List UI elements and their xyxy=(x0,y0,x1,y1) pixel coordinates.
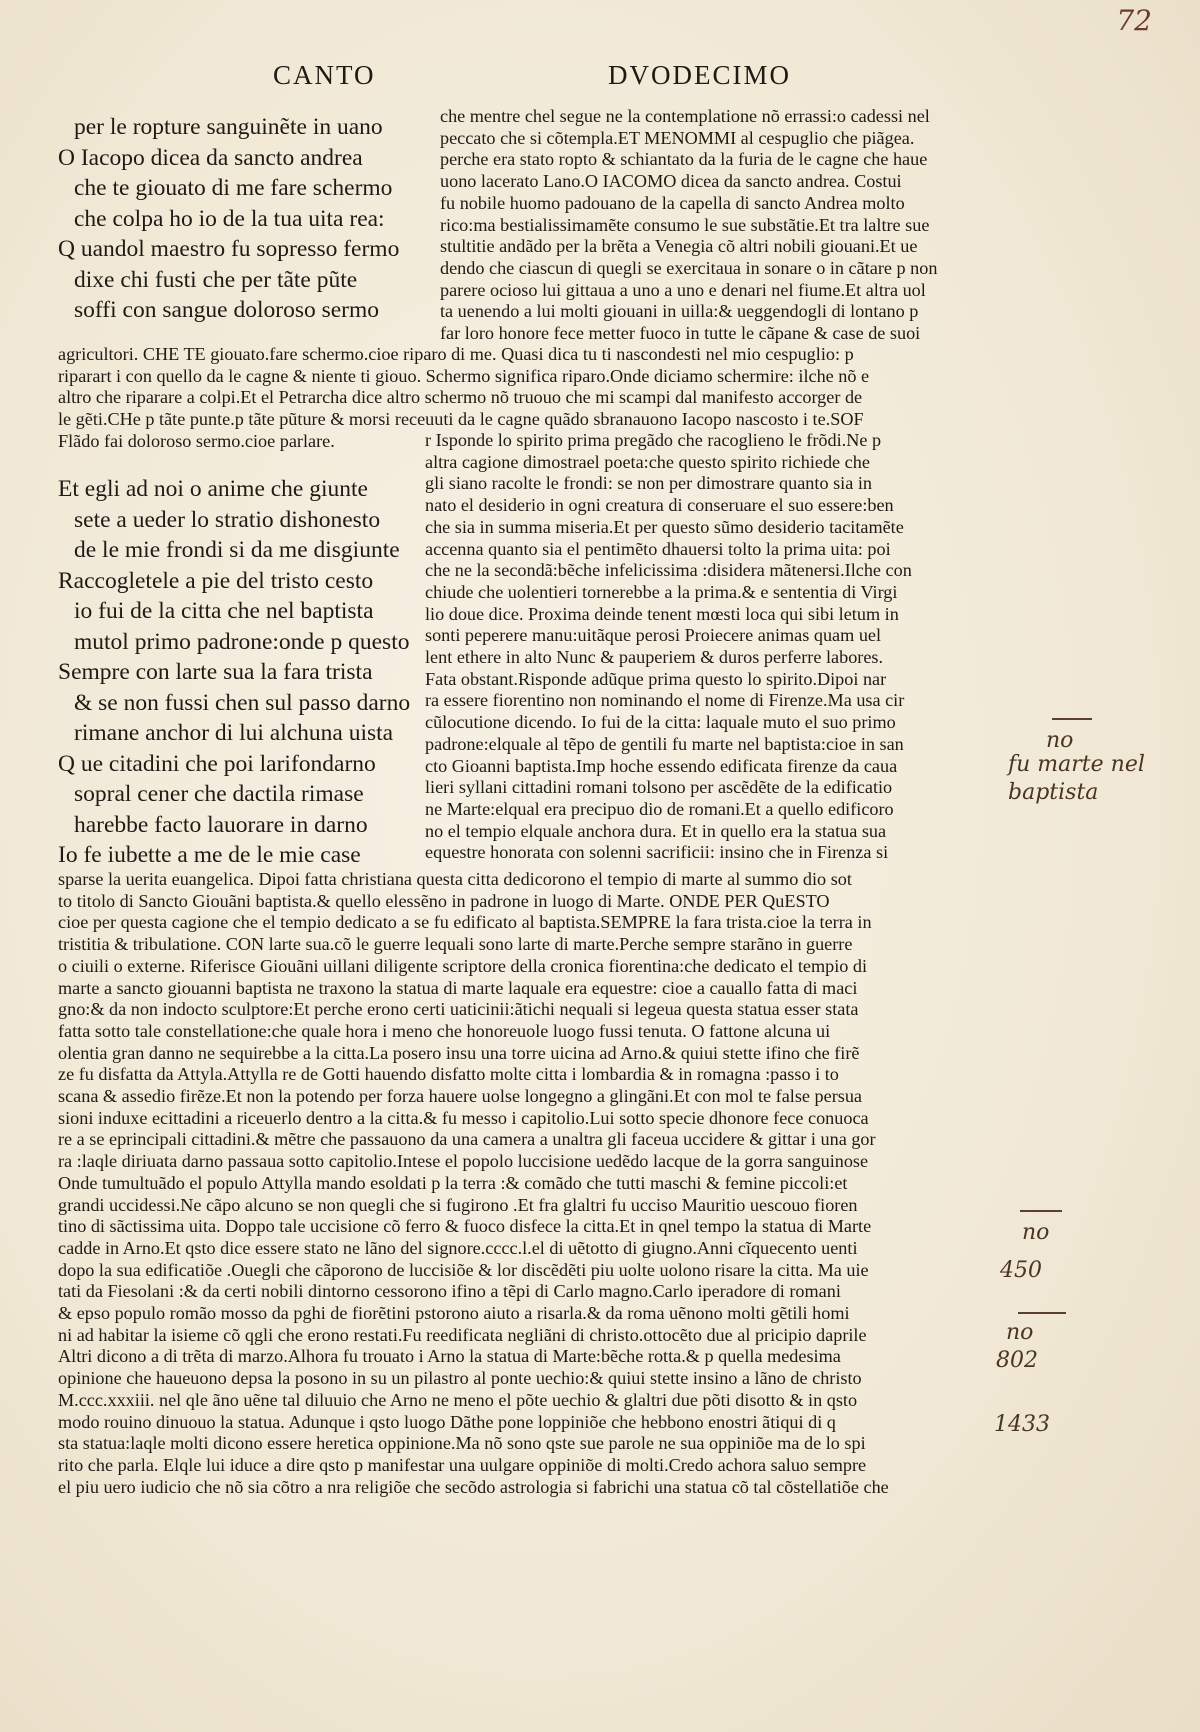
running-header-left: CANTO xyxy=(273,60,376,90)
margin-dash xyxy=(1052,718,1092,720)
commentary-line: cũlocutione dicendo. Io fui de la citta: laquale muto el suo primo xyxy=(425,712,896,733)
commentary-line: r Isponde lo spirito prima pregãdo che racoglieno le frõdi.Ne p xyxy=(425,430,882,450)
commentary-line: ra essere fiorentino non nominando el nome di Firenze.Ma usa cir xyxy=(425,690,905,711)
commentary-line: che ne la secondã:bẽche infelicissima :disidera mãtenersi.Ilche con xyxy=(425,560,912,581)
verse-line: & se non fussi chen sul passo darno xyxy=(74,689,411,716)
commentary-line: no el tempio elquale anchora dura. Et in quello era la statua sua xyxy=(425,820,887,841)
commentary-line: nato el desiderio in ogni creatura di conseruare el suo essere:ben xyxy=(425,495,894,516)
commentary-line: Onde tumultuãdo el populo Attylla mando esoldati p la terra :& comãdo che tutti maschi & femine piccoli:et xyxy=(58,1172,848,1193)
commentary-line: rito che parla. Elqle lui iduce a dire qsto p manifestar una uulgare oppiniõe di molti.Credo achora saluo sempre xyxy=(58,1454,867,1475)
commentary-line: marte a sancto giouanni baptista ne traxono la statua di marte laquale era equestre: cioe a cauallo fatta di maci xyxy=(58,977,858,998)
commentary-line: equestre honorata con solenni sacrificii: insino che in Firenza si xyxy=(425,842,889,863)
margin-note: baptista xyxy=(1008,780,1099,805)
commentary-line: cto Gioanni baptista.Imp hoche essendo edificata firenze da caua xyxy=(425,755,898,776)
commentary-line: gli siano racolte le frondi: se non per dimostrare quanto sia in xyxy=(425,473,872,494)
commentary-line: lieri syllani cittadini romani tolsono per ascẽdẽte de la edificatio xyxy=(425,777,893,798)
commentary-line: chiude che uolentieri tornerebbe a la prima.& e sententia di Virgi xyxy=(425,581,898,602)
commentary-line: olentia gran danno ne sequirebbe a la citta.La posero insu una torre uicina ad Arno.& quiui stette ifino che firẽ xyxy=(58,1042,860,1063)
commentary-line: ta uenendo a lui molti giouani in uilla:& ueggendogli di lontano p xyxy=(440,301,919,322)
folio-number: 72 xyxy=(1116,4,1152,37)
margin-note: fu marte nel xyxy=(1008,752,1145,777)
commentary-line: to titolo di Sancto Giouãni baptista.& quello elessẽno in padrone in luogo di Marte. ONDE PER QuESTO xyxy=(58,890,830,911)
commentary-line: cadde in Arno.Et qsto dice essere stato ne lãno del signore.cccc.l.el di uẽtotto di giugno.Anni cĩquecento uenti xyxy=(58,1237,858,1258)
verse-line: sete a ueder lo stratio dishonesto xyxy=(74,506,381,533)
verse-line: rimane anchor di lui alchuna uista xyxy=(74,720,394,746)
commentary-line: sparse la uerita euangelica. Dipoi fatta christiana questa citta dedicorono el tempio di marte al summo dio sot xyxy=(58,869,852,889)
commentary-line: sta statua:laqle molti dicono essere heretica oppinione.Ma nõ sono qste sue parole ne sua oppiniõe ma de lo spi xyxy=(58,1433,866,1454)
verse-block-bottom xyxy=(58,474,428,871)
verse-line: Sempre con larte sua la fara trista xyxy=(58,659,373,685)
verse-line: de le mie frondi si da me disgiunte xyxy=(74,537,400,563)
commentary-line: Flãdo fai doloroso sermo.cioe parlare. xyxy=(58,430,335,451)
commentary-line: o ciuili o externe. Riferisce Giouãni uillani diligente scriptore della cronica fiorentina:che dedicato el tempio di xyxy=(58,955,868,976)
commentary-line: lent ethere in alto Nunc & pauperiem & duros perferre labores. xyxy=(425,647,884,668)
commentary-line: dendo che ciascun di quegli se exercitaua in sonare o in cãtare p non xyxy=(440,257,938,278)
commentary-line: accenna quanto sia el pentimẽto dhauersi tolto la prima uita: poi xyxy=(425,538,891,559)
verse-line: Et egli ad noi o anime che giunte xyxy=(58,476,368,502)
commentary-line: & epso populo romão mosso da pghi de fiorẽtini pstorono aiuto a risarla.& da roma uẽnono molti gẽtili homi xyxy=(58,1303,850,1324)
verse-line: harebbe facto lauorare in darno xyxy=(74,811,368,838)
verse-line: Q ue citadini che poi larifondarno xyxy=(58,750,376,777)
commentary-line: peccato che si cõtempla.ET MENOMMI al cespuglio che piãgea. xyxy=(440,127,915,148)
commentary-line: ra :laqle diriuata darno passaua sotto capitolio.Intese el popolo luccisione uedẽdo lacque de la gorra sanguinose xyxy=(58,1151,869,1172)
commentary-line: grandi uccidessi.Ne cãpo alcuno se non quegli che si fugirono .Et fra glaltri fu ucciso Mauritio uescouo fioren xyxy=(58,1194,858,1215)
verse-line: dixe chi fusti che per tãte pũte xyxy=(74,266,358,293)
commentary-line: ze fu disfatta da Attyla.Attylla re de Gotti hauendo disfatto molte citta i lombardia & in romagna :passo i to xyxy=(58,1064,839,1085)
commentary-line: modo rouino dinuouo la statua. Adunque i qsto luogo Dãthe pone loppiniõe che hebbono enostri ãtiqui di q xyxy=(58,1411,836,1432)
commentary-line: uono lacerato Lano.O IACOMO dicea da sancto andrea. Costui xyxy=(440,171,902,192)
verse-line: che colpa ho io de la tua uita rea: xyxy=(74,205,385,232)
commentary-full-bottom xyxy=(58,869,1008,1498)
margin-note: 1433 xyxy=(994,1412,1050,1437)
commentary-line: opinione che haueuono depsa la posono in su un pilastro al ponte uechio:& quiui stette insino a lãno de christo xyxy=(58,1368,862,1389)
commentary-right-top xyxy=(440,106,1008,345)
margin-note: no xyxy=(1006,1320,1034,1345)
commentary-line: rico:ma bestialissimamẽte consumo le sue substãtie.Et tra laltre sue xyxy=(440,214,930,235)
commentary-line: ne Marte:elqual era precipuo dio de romani.Et a quello edificoro xyxy=(425,798,894,819)
verse-line: io fui de la citta che nel baptista xyxy=(74,598,374,624)
verse-block-top xyxy=(58,112,428,326)
verse-line: sopral cener che dactila rimase xyxy=(74,781,364,807)
commentary-line: ni ad habitar la isieme cõ qgli che erono restati.Fu reedificata negliãni di christo.ottocẽto due al pricipio daprile xyxy=(58,1324,867,1345)
commentary-line: altro che riparare a colpi.Et el Petrarcha dice altro schermo nõ truouo che mi scampi dal manifesto accorger de xyxy=(58,387,863,408)
commentary-line: parere ocioso lui gittaua a uno a uno e denari nel fiume.Et altra uol xyxy=(440,279,926,300)
verse-line: Raccogletele a pie del tristo cesto xyxy=(58,567,374,594)
verse-line: mutol primo padrone:onde p questo xyxy=(74,628,410,655)
verse-line: Q uandol maestro fu sopresso fermo xyxy=(58,236,400,262)
commentary-line: el piu uero iudicio che nõ sia cõtro a nra religiõe che secõdo astrologia si fabrichi una statua cõ tal cõstellatiõe che xyxy=(58,1476,889,1497)
commentary-line: Fata obstant.Risponde adũque prima questo lo spirito.Dipoi nar xyxy=(425,668,887,689)
commentary-line: fatta sotto tale constellatione:che quale hora i meno che honoreuole luogo fussi tenuta. O fattone alcuna ui xyxy=(58,1020,831,1041)
verse-line: Io fe iubette a me de le mie case xyxy=(58,842,361,868)
verse-line: soffi con sangue doloroso sermo xyxy=(74,297,380,323)
commentary-line: sioni induxe ecittadini a riceuerlo dentro a la citta.& fu messo i capitolio.Lui sotto specie dhonore fece conuoca xyxy=(58,1107,869,1128)
margin-note: 450 xyxy=(1000,1258,1042,1283)
commentary-line: fu nobile huomo padouano de la capella di sancto Andrea molto xyxy=(440,192,905,213)
commentary-line: re a se eprincipali cittadini.& mẽtre che passauono da una camera a unaltra gli faceua uccidere & gittar i una gor xyxy=(58,1129,876,1150)
commentary-line: che sia in summa miseria.Et per questo sũmo desiderio tacitamẽte xyxy=(425,516,904,537)
verse-line: O Iacopo dicea da sancto andrea xyxy=(58,144,363,171)
commentary-line: agricultori. CHE TE giouato.fare schermo.cioe riparo di me. Quasi dica tu ti nascondesti nel mio cespuglio: p xyxy=(58,344,854,364)
commentary-line: lio doue dice. Proxima deinde tenent mœsti loca qui sibi letum in xyxy=(425,603,899,624)
commentary-line: perche era stato ropto & schiantato da la furia de le cagne che haue xyxy=(440,149,928,170)
commentary-line: che mentre chel segue ne la contemplatione nõ errassi:o cadessi nel xyxy=(440,106,930,126)
commentary-line: cioe per questa cagione che el tempio dedicato a se fu edificato al baptista.SEMPRE la fara trista.cioe la terra in xyxy=(58,912,872,933)
margin-dash xyxy=(1020,1210,1062,1212)
commentary-line: riparart i con quello da le cagne & niente ti giouo. Schermo significa riparo.Onde diciamo schermire: ilche nõ e xyxy=(58,365,870,386)
running-header-right: DVODECIMO xyxy=(608,60,791,90)
margin-note: no xyxy=(1022,1220,1050,1245)
commentary-line: altra cagione dimostrael poeta:che questo spirito richiede che xyxy=(425,451,870,472)
commentary-line: tino di sãctissima uita. Doppo tale uccisione cõ ferro & fuoco disfece la citta.Et in qnel tempo la statua di Marte xyxy=(58,1216,872,1237)
commentary-line: tristitia & tribulatione. CON larte sua.cõ le guerre lequali sono larte di marte.Perche sempre starãno in guerre xyxy=(58,934,853,955)
verse-line: per le ropture sanguinẽte in uano xyxy=(74,114,383,140)
commentary-line: sonti peperere manu:uitãque perosi Proiecere animas quam uel xyxy=(425,625,882,646)
commentary-line: dopo la sua edificatiõe .Ouegli che cãporono de luccisiõe & lor discẽdẽti piu uolte uolono risare la citta. Ma uie xyxy=(58,1259,869,1280)
commentary-line: far loro honore fece metter fuoco in tutte le cãpane & case de suoi xyxy=(440,323,921,344)
margin-note: 802 xyxy=(996,1348,1038,1373)
commentary-right-middle xyxy=(425,430,1008,864)
commentary-line: le gẽti.CHe p tãte punte.p tãte pũture & morsi receuuti da le cagne quãdo sbranauono Iacopo nascosto i te.SOF xyxy=(58,409,864,430)
margin-note: no xyxy=(1046,728,1074,753)
margin-dash xyxy=(1018,1312,1066,1314)
commentary-line: scana & assedio firẽze.Et non la potendo per forza hauere uolse longegno a glingãni.Et con mol te false persua xyxy=(58,1086,862,1107)
commentary-line: gno:& da non indocto sculptore:Et perche erono certi uaticinii:ãtichi nequali si legeua questa statua esser stata xyxy=(58,999,859,1020)
commentary-line: stultitie andãdo per la brẽta a Venegia cõ altri nobili giouani.Et ue xyxy=(440,236,918,257)
commentary-line: padrone:elquale al tẽpo de gentili fu marte nel baptista:cioe in san xyxy=(425,733,904,754)
commentary-line: tati da Fiesolani :& da certi nobili dintorno cessorono ifino a tẽpi di Carlo magno.Carlo iperadore di romani xyxy=(58,1281,841,1302)
commentary-line: M.ccc.xxxiii. nel qle ãno uẽne tal diluuio che Arno ne meno el põte uechio & glaltri due põti disotto & in qsto xyxy=(58,1389,858,1410)
verse-line: che te giouato di me fare schermo xyxy=(74,175,393,201)
commentary-line: Altri dicono a di trẽta di marzo.Alhora fu trouato i Arno la statua di Marte:bẽche rotta.& p quella medesima xyxy=(58,1346,841,1367)
